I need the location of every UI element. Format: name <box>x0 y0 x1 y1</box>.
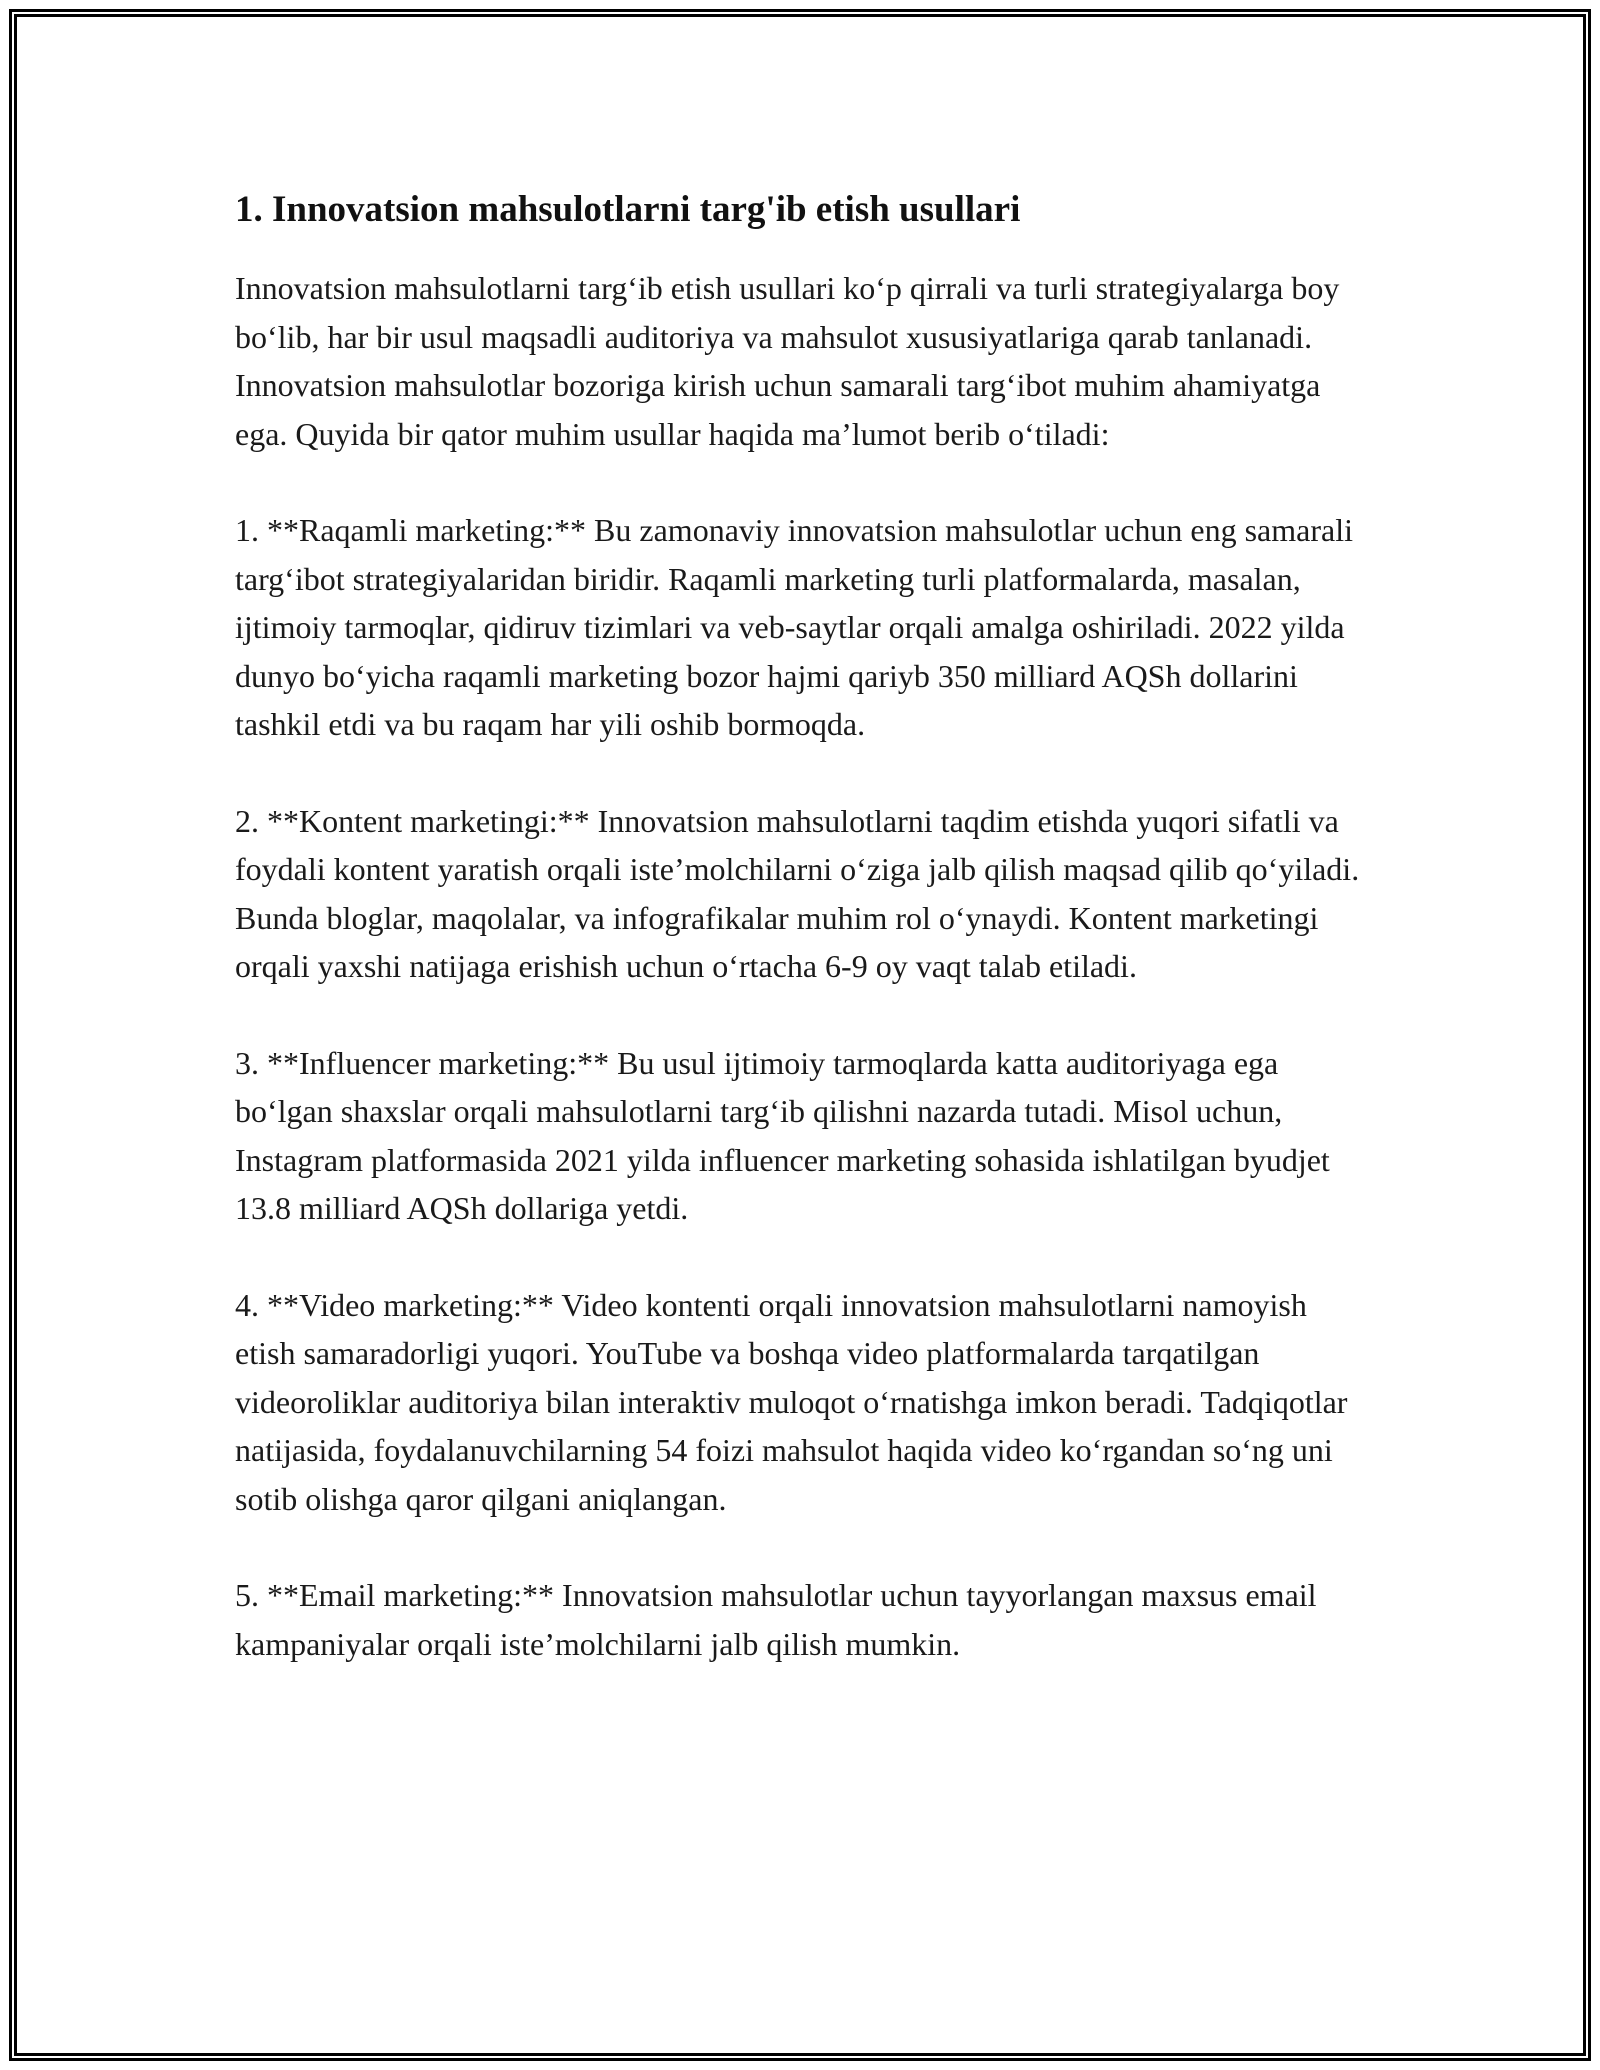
document-body <box>235 186 1375 1716</box>
intro-paragraph: Innovatsion mahsulotlarni targ‘ib etish usullari ko‘p qirrali va turli strategiyalarga boy bo‘lib, har bir usul maqsadli auditoriya va mahsulot xususiyatlariga qarab tanlanadi. Innovatsion mahsulotlar bozoriga kirish uchun samarali targ‘ibot muhim ahamiyatga ega. Quyida bir qator muhim usullar haqida ma’lumot berib o‘tiladi: <box>235 270 1340 452</box>
paragraph-content-marketing: 2. **Kontent marketingi:** Innovatsion mahsulotlarni taqdim etishda yuqori sifatli va foydali kontent yaratish orqali iste’molchilarni o‘ziga jalb qilish maqsad qilib qo‘yiladi. Bunda bloglar, maqolalar, va infografikalar muhim rol o‘ynaydi. Kontent marketingi orqali yaxshi natijaga erishish uchun o‘rtacha 6-9 oy vaqt talab etiladi. <box>235 802 1360 984</box>
paragraph-email-marketing: 5. **Email marketing:** Innovatsion mahsulotlar uchun tayyorlangan maxsus email kampaniyalar orqali iste’molchilarni jalb qilish mumkin. <box>235 1577 1317 1662</box>
paragraph-influencer-marketing: 3. **Influencer marketing:** Bu usul ijtimoiy tarmoqlarda katta auditoriyaga ega bo‘lgan shaxslar orqali mahsulotlarni targ‘ib qilishni nazarda tutadi. Misol uchun, Instagram platformasida 2021 yilda influencer marketing sohasida ishlatilgan byudjet 13.8 milliard AQSh dollariga yetdi. <box>235 1044 1330 1226</box>
paragraph-digital-marketing: 1. **Raqamli marketing:** Bu zamonaviy innovatsion mahsulotlar uchun eng samarali targ‘ibot strategiyalaridan biridir. Raqamli marketing turli platformalarda, masalan, ijtimoiy tarmoqlar, qidiruv tizimlari va veb-saytlar orqali amalga oshiriladi. 2022 yilda dunyo bo‘yicha raqamli marketing bozor hajmi qariyb 350 milliard AQSh dollarini tashkil etdi va bu raqam har yili oshib bormoqda. <box>235 512 1353 742</box>
section-heading: 1. Innovatsion mahsulotlarni targ'ib etish usullari <box>235 189 1021 230</box>
paragraph-video-marketing: 4. **Video marketing:** Video kontenti orqali innovatsion mahsulotlarni namoyish etish samaradorligi yuqori. YouTube va boshqa video platformalarda tarqatilgan videoroliklar auditoriya bilan interaktiv muloqot o‘rnatishga imkon beradi. Tadqiqotlar natijasida, foydalanuvchilarning 54 foizi mahsulot haqida video ko‘rgandan so‘ng uni sotib olishga qaror qilgani aniqlangan. <box>235 1286 1348 1517</box>
